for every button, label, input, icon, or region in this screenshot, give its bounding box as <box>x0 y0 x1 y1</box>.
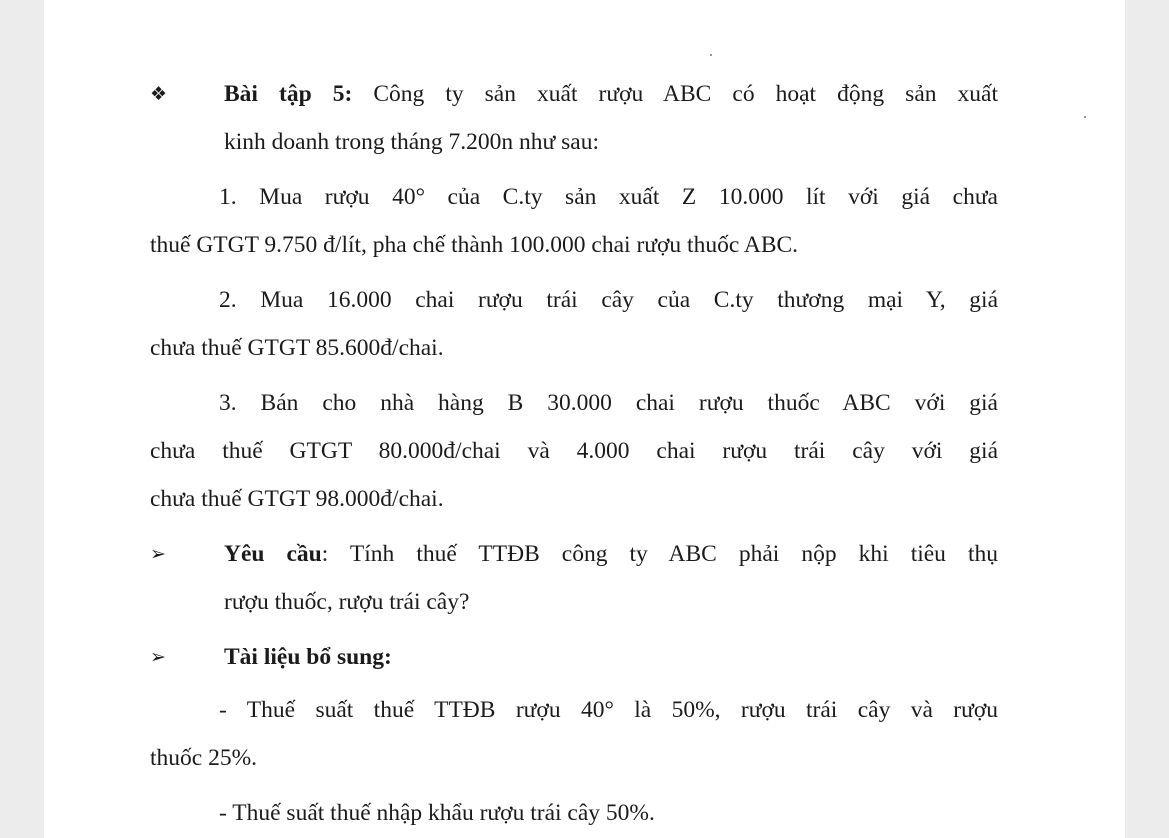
item-2-line-2: chưa thuế GTGT 85.600đ/chai. <box>150 335 444 361</box>
exercise-title: Bài tập 5: <box>224 81 353 107</box>
requirement <box>150 530 998 626</box>
item-1-line-1: 1. Mua rượu 40° của C.ty sản xuất Z 10.000 lít với giá chưa <box>219 184 998 210</box>
supplement-note-1 <box>150 686 998 782</box>
item-3-line-3: chưa thuế GTGT 98.000đ/chai. <box>150 486 444 512</box>
item-2-line-1: 2. Mua 16.000 chai rượu trái cây của C.ty thương mại Y, giá <box>219 287 998 313</box>
item-1-line-2: thuế GTGT 9.750 đ/lít, pha chế thành 100.000 chai rượu thuốc ABC. <box>150 232 799 258</box>
note-2-line: - Thuế suất thuế nhập khẩu rượu trái cây 50%. <box>219 800 655 826</box>
note-1-line-2: thuốc 25%. <box>150 745 258 771</box>
item-1 <box>150 173 998 269</box>
arrow-bullet-icon: ➢ <box>150 646 166 668</box>
intro-line-2: kinh doanh trong tháng 7.200n như sau: <box>224 129 599 155</box>
exercise-intro <box>150 70 998 166</box>
item-2 <box>150 276 998 372</box>
requirement-line-1: Yêu cầu: Tính thuế TTĐB công ty ABC phải nộp khi tiêu thụ <box>224 541 998 567</box>
scan-speck <box>710 54 712 56</box>
exercise-content <box>150 70 998 837</box>
supplement-note-2 <box>150 789 998 837</box>
intro-line-1: Bài tập 5: Công ty sản xuất rượu ABC có hoạt động sản xuất <box>224 81 999 107</box>
diamond-bullet-icon: ❖ <box>150 83 168 105</box>
note-1-line-1: - Thuế suất thuế TTĐB rượu 40° là 50%, rượu trái cây và rượu <box>219 697 998 723</box>
requirement-line-2: rượu thuốc, rượu trái cây? <box>224 589 470 615</box>
item-3-line-1: 3. Bán cho nhà hàng B 30.000 chai rượu thuốc ABC với giá <box>219 390 998 416</box>
scan-speck <box>1084 116 1086 118</box>
requirement-label: Yêu cầu <box>224 541 322 567</box>
arrow-bullet-icon: ➢ <box>150 543 166 565</box>
supplement-label: Tài liệu bổ sung: <box>224 644 392 670</box>
item-3 <box>150 379 998 523</box>
document-page <box>44 0 1125 838</box>
item-3-line-2: chưa thuế GTGT 80.000đ/chai và 4.000 chai rượu trái cây với giá <box>150 438 998 464</box>
supplement <box>150 633 998 681</box>
